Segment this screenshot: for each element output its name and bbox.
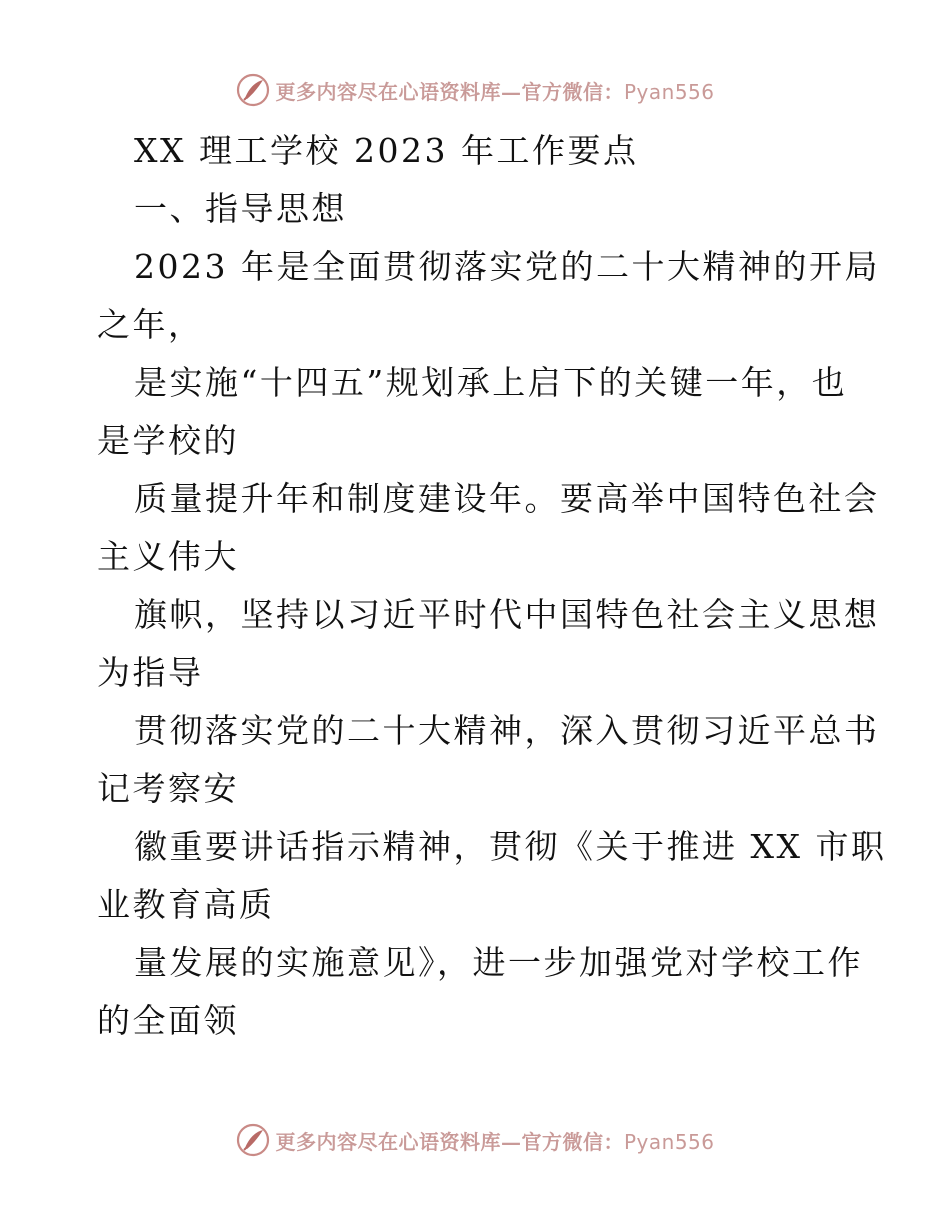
watermark-separator: — bbox=[500, 1129, 522, 1154]
watermark-wechat-id: Pyan556 bbox=[623, 1129, 715, 1154]
watermark-wechat-label: 官方微信： bbox=[521, 79, 624, 104]
feather-pen-logo-icon bbox=[235, 1122, 271, 1158]
header-watermark bbox=[0, 70, 950, 110]
document-title: XX 理工学校 2023 年工作要点 bbox=[134, 131, 639, 170]
footer-watermark bbox=[0, 1120, 950, 1160]
watermark-wechat-label: 官方微信： bbox=[521, 1129, 624, 1154]
watermark-text bbox=[275, 1126, 714, 1155]
section-heading: 一、指导思想 bbox=[134, 189, 347, 228]
paragraph-lines bbox=[97, 238, 887, 1050]
paragraph-line: 量发展的实施意见》，进一步加强党对学校工作 bbox=[134, 943, 863, 982]
paragraph-line: 贯彻落实党的二十大精神，深入贯彻习近平总书 bbox=[134, 711, 880, 750]
paragraph-line: 的全面领 bbox=[97, 1001, 239, 1040]
watermark-brand: 更多内容尽在心语资料库 bbox=[275, 79, 501, 104]
watermark-separator: — bbox=[500, 79, 522, 104]
watermark-text bbox=[275, 76, 714, 105]
paragraph-line: 质量提升年和制度建设年。要高举中国特色社会 bbox=[134, 479, 880, 518]
paragraph-line: 是学校的 bbox=[97, 421, 239, 460]
paragraph-line: 主义伟大 bbox=[97, 537, 239, 576]
paragraph-line: 记考察安 bbox=[97, 769, 239, 808]
paragraph-line: 2023 年是全面贯彻落实党的二十大精神的开局 bbox=[134, 247, 880, 286]
paragraph-line: 业教育高质 bbox=[97, 885, 275, 924]
paragraph-line: 徽重要讲话指示精神，贯彻《关于推进 XX 市职 bbox=[134, 827, 887, 866]
watermark-wechat-id: Pyan556 bbox=[623, 79, 715, 104]
paragraph-line: 是实施“十四五”规划承上启下的关键一年，也 bbox=[134, 363, 848, 402]
feather-pen-logo-icon bbox=[235, 72, 271, 108]
document-body bbox=[97, 122, 887, 1050]
paragraph-line: 旗帜，坚持以习近平时代中国特色社会主义思想 bbox=[134, 595, 880, 634]
paragraph-line: 为指导 bbox=[97, 653, 204, 692]
watermark-brand: 更多内容尽在心语资料库 bbox=[275, 1129, 501, 1154]
paragraph-line: 之年， bbox=[97, 305, 204, 344]
